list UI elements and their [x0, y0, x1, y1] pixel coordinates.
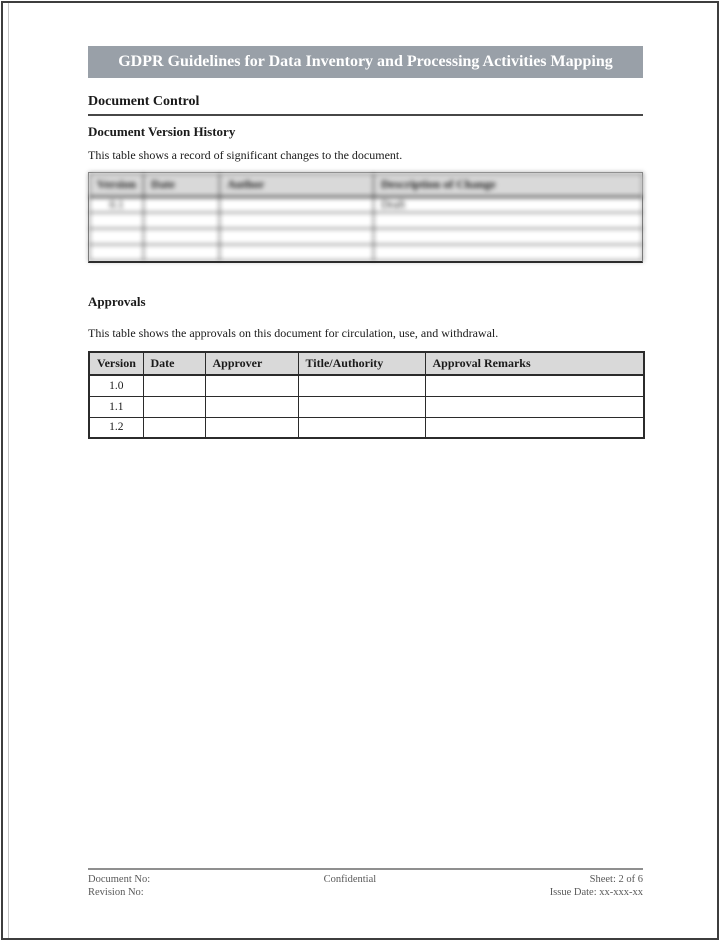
table-header-row	[90, 174, 643, 197]
table-cell	[298, 417, 425, 438]
footer-center	[324, 873, 377, 886]
table-cell: 0.1	[90, 197, 144, 213]
table-cell	[90, 245, 144, 261]
table-cell	[220, 245, 374, 261]
table-row	[89, 396, 644, 417]
table-cell	[374, 229, 643, 245]
table-cell	[425, 375, 644, 396]
version-history-description: This table shows a record of significant changes to the document.	[88, 148, 403, 162]
version-history-table-frame	[88, 172, 643, 263]
table-cell	[205, 417, 298, 438]
table-cell	[425, 417, 644, 438]
table-cell	[298, 396, 425, 417]
table-cell	[220, 213, 374, 229]
page-content	[88, 2, 643, 439]
table-cell	[374, 245, 643, 261]
vh-col-date: Date	[144, 174, 220, 197]
table-cell	[90, 213, 144, 229]
table-cell: 1.1	[89, 396, 143, 417]
table-cell	[90, 229, 144, 245]
table-cell	[425, 396, 644, 417]
table-row	[89, 417, 644, 438]
table-cell: 1.2	[89, 417, 143, 438]
vh-col-version: Version	[90, 174, 144, 197]
sheet-label: Sheet: 2 of 6	[589, 874, 643, 885]
approvals-heading: Approvals	[88, 294, 146, 309]
table-cell	[220, 229, 374, 245]
table-cell	[205, 396, 298, 417]
footer-left	[88, 873, 150, 899]
table-header-row	[89, 352, 644, 375]
approvals-table	[88, 351, 645, 439]
approvals-col-remarks: Approval Remarks	[425, 352, 644, 375]
table-cell	[144, 197, 220, 213]
table-row	[90, 229, 643, 245]
document-title-banner: GDPR Guidelines for Data Inventory and Processing Activities Mapping	[88, 46, 643, 78]
vh-col-author: Author	[220, 174, 374, 197]
table-row	[90, 213, 643, 229]
confidential-label: Confidential	[323, 874, 377, 885]
table-cell: 1.0	[89, 375, 143, 396]
footer-right	[550, 873, 643, 899]
vh-col-description: Description of Change	[374, 174, 643, 197]
table-cell	[220, 197, 374, 213]
table-cell: Draft	[374, 197, 643, 213]
approvals-col-date: Date	[143, 352, 205, 375]
table-cell	[143, 417, 205, 438]
approvals-col-version: Version	[89, 352, 143, 375]
approvals-col-title-authority: Title/Authority	[298, 352, 425, 375]
table-row	[89, 375, 644, 396]
version-history-table	[89, 173, 643, 261]
table-cell	[374, 213, 643, 229]
table-row	[90, 245, 643, 261]
approvals-table-wrap	[88, 351, 643, 439]
approvals-col-approver: Approver	[205, 352, 298, 375]
document-no-label: Document No:	[88, 874, 151, 885]
table-cell	[143, 396, 205, 417]
table-cell	[144, 245, 220, 261]
section-title-document-control: Document Control	[88, 94, 643, 116]
revision-no-label: Revision No:	[88, 887, 144, 898]
page-footer	[88, 868, 643, 899]
page-left-shadow-line	[8, 3, 9, 938]
approvals-description: This table shows the approvals on this document for circulation, use, and withdrawal.	[88, 326, 499, 340]
table-cell	[298, 375, 425, 396]
table-cell	[144, 229, 220, 245]
table-row	[90, 197, 643, 213]
version-history-heading: Document Version History	[88, 124, 236, 139]
table-cell	[144, 213, 220, 229]
issue-date-label: Issue Date: xx-xxx-xx	[549, 887, 643, 898]
table-cell	[143, 375, 205, 396]
table-cell	[205, 375, 298, 396]
